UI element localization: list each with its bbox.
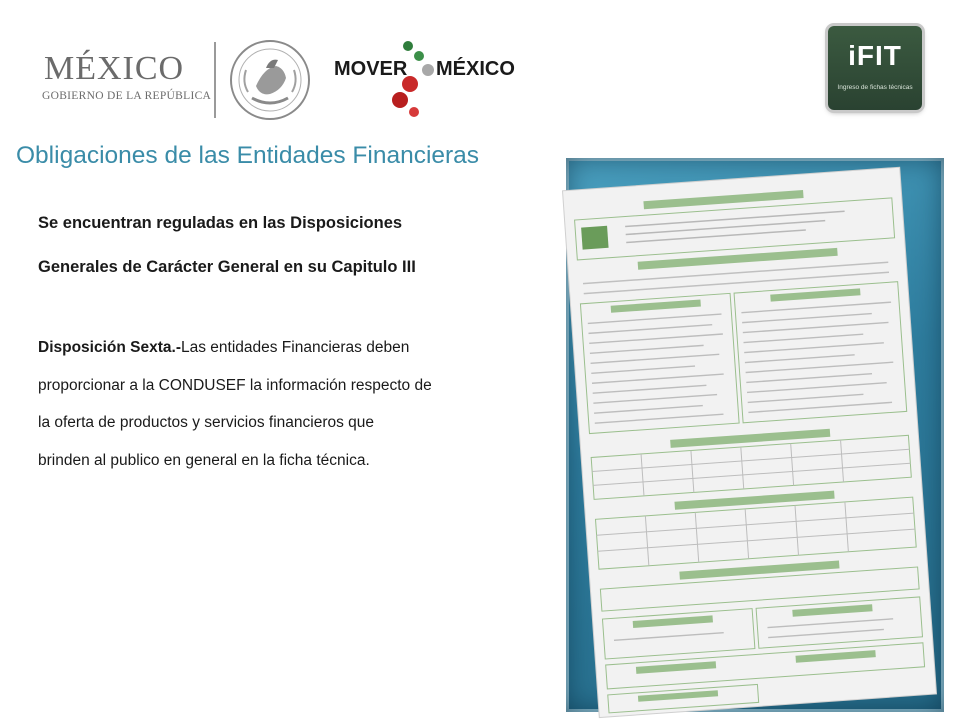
- ifit-title: iFIT: [848, 40, 902, 71]
- mover-logo-word: MOVER: [334, 58, 408, 80]
- ficha-tecnica-document-image: [560, 150, 950, 720]
- subheading-line: Generales de Carácter General en su Capitulo III: [38, 258, 416, 276]
- subheading-line: Se encuentran reguladas en las Disposiciones: [38, 214, 403, 232]
- disposition-label: Disposición Sexta.-: [38, 339, 181, 356]
- slide-title: Obligaciones de las Entidades Financieras: [16, 142, 480, 169]
- body-text-line: brinden al publico en general en la ficha técnica.: [38, 452, 370, 469]
- header-divider: [214, 42, 216, 118]
- mexico-logo-word: MÉXICO: [44, 50, 185, 87]
- ifit-badge: [828, 26, 922, 110]
- mover-logo-mexico-word: MÉXICO: [436, 58, 515, 80]
- ifit-subtitle: Ingreso de fichas técnicas: [837, 84, 913, 91]
- mover-mexico-dots-icon: [384, 40, 444, 120]
- body-text-line: la oferta de productos y servicios financieros que: [38, 414, 375, 431]
- mexico-logo-subtitle: GOBIERNO DE LA REPÚBLICA: [42, 90, 212, 102]
- mover-mexico-logo: [332, 40, 522, 120]
- mexico-government-logo: [40, 50, 212, 110]
- national-seal-icon: [226, 38, 314, 122]
- body-text-line: proporcionar a la CONDUSEF la información respecto de: [38, 377, 432, 394]
- body-text-line: [38, 339, 409, 357]
- body-text-fragment: Las entidades Financieras deben: [180, 339, 410, 356]
